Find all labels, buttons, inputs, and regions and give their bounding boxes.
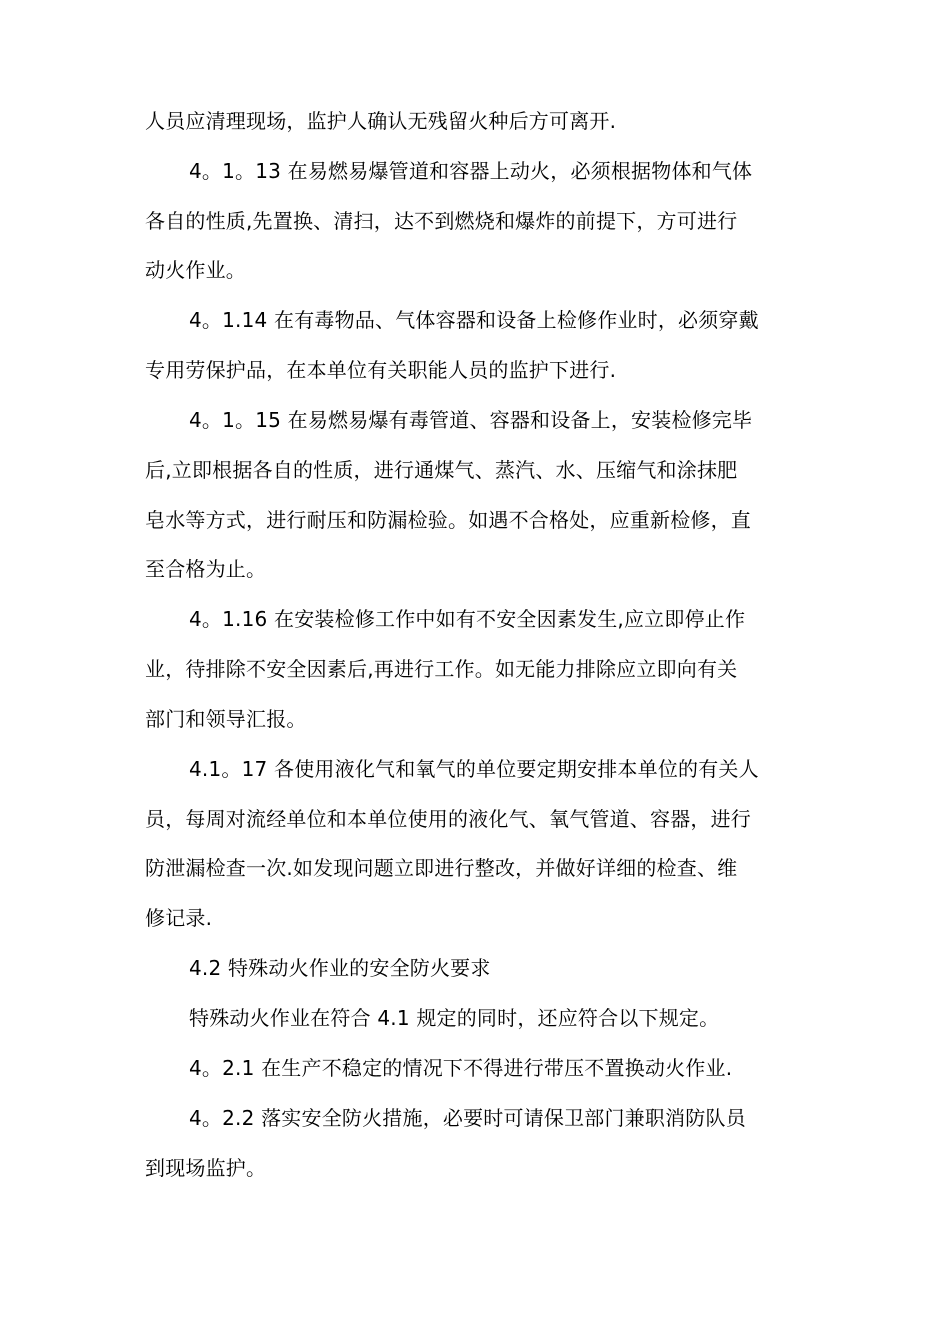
text-line: 至合格为止。 xyxy=(145,557,267,581)
text-line: 专用劳保护品，在本单位有关职能人员的监护下进行. xyxy=(145,358,617,382)
text-line: 动火作业。 xyxy=(145,258,246,282)
text-line: 4。1.16 在安装检修工作中如有不安全因素发生,应立即停止作 xyxy=(189,607,746,631)
section-heading: 4.2 特殊动火作业的安全防火要求 xyxy=(189,956,491,980)
text-line: 4。1。13 在易燃易爆管道和容器上动火，必须根据物体和气体 xyxy=(189,159,753,183)
text-line: 部门和领导汇报。 xyxy=(145,707,307,731)
text-line: 4.1。17 各使用液化气和氧气的单位要定期安排本单位的有关人 xyxy=(189,757,759,781)
text-line: 员，每周对流经单位和本单位使用的液化气、氧气管道、容器，进行 xyxy=(145,807,751,831)
text-line: 4。2.2 落实安全防火措施，必要时可请保卫部门兼职消防队员 xyxy=(189,1106,746,1130)
text-line: 人员应清理现场，监护人确认无残留火种后方可离开. xyxy=(145,109,617,133)
text-line: 4。2.1 在生产不稳定的情况下不得进行带压不置换动火作业. xyxy=(189,1056,733,1080)
text-line: 各自的性质,先置换、清扫，达不到燃烧和爆炸的前提下，方可进行 xyxy=(145,209,738,233)
text-line: 特殊动火作业在符合 4.1 规定的同时，还应符合以下规定。 xyxy=(189,1006,720,1030)
text-line: 修记录. xyxy=(145,906,213,930)
text-line: 4。1.14 在有毒物品、气体容器和设备上检修作业时，必须穿戴 xyxy=(189,308,759,332)
text-line: 皂水等方式，进行耐压和防漏检验。如遇不合格处，应重新检修，直 xyxy=(145,508,751,532)
text-line: 到现场监护。 xyxy=(145,1156,267,1180)
text-line: 后,立即根据各自的性质，进行通煤气、蒸汽、水、压缩气和涂抹肥 xyxy=(145,458,738,482)
text-line: 防泄漏检查一次.如发现问题立即进行整改，并做好详细的检查、维 xyxy=(145,856,738,880)
text-line: 4。1。15 在易燃易爆有毒管道、容器和设备上，安装检修完毕 xyxy=(189,408,753,432)
text-line: 业，待排除不安全因素后,再进行工作。如无能力排除应立即向有关 xyxy=(145,657,738,681)
